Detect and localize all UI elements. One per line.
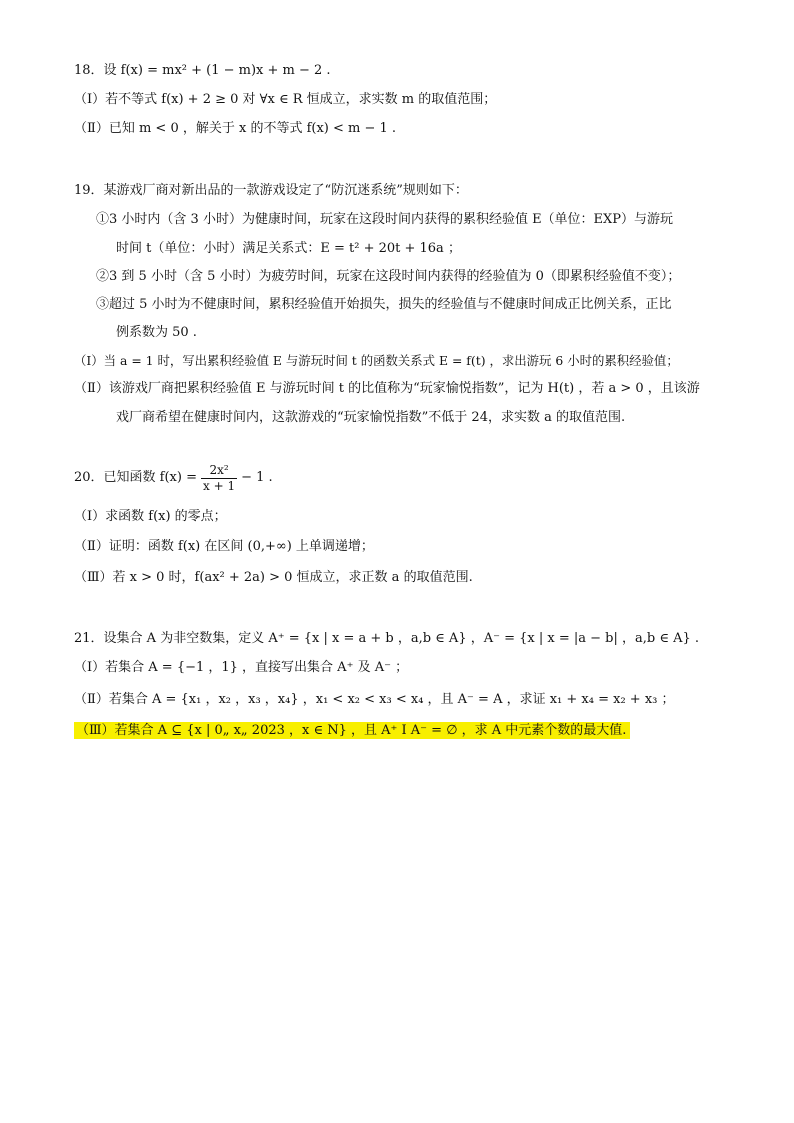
q20-part2: （Ⅱ）证明：函数 f(x) 在区间 (0,+∞) 上单调递增； <box>74 539 374 554</box>
q18-part2: （Ⅱ）已知 m < 0 ，解关于 x 的不等式 f(x) < m − 1 . <box>74 121 397 136</box>
q20-fraction-numerator: 2x² <box>209 462 229 477</box>
q18-stem: 18．设 f(x) = mx² + (1 − m)x + m − 2 . <box>74 63 331 78</box>
q20-stem-suffix: − 1 . <box>241 470 273 485</box>
q19-part1: （Ⅰ）当 a = 1 时，写出累积经验值 E 与游玩时间 t 的函数关系式 E = f(t) ，求出游玩 6 小时的累积经验值； <box>74 353 679 368</box>
q19-rule1-line1: ①3 小时内（含 3 小时）为健康时间，玩家在这段时间内获得的累积经验值 E（单位：EXP）与游玩 <box>96 212 674 227</box>
highlight-mark: （Ⅲ）若集合 A ⊆ {x | 0„ x„ 2023 ，x ∈ N} ，且 A⁺ I A⁻ = ∅ ，求 A 中元素个数的最大值. <box>74 722 630 739</box>
q20-part3: （Ⅲ）若 x > 0 时，f(ax² + 2a) > 0 恒成立，求正数 a 的取值范围. <box>74 570 473 585</box>
q21-part1: （Ⅰ）若集合 A = {−1 ，1} ，直接写出集合 A⁺ 及 A⁻ ； <box>74 660 409 675</box>
q21-part3-highlighted <box>74 721 630 741</box>
q20-stem <box>74 460 273 496</box>
q19-rule2: ②3 到 5 小时（含 5 小时）为疲劳时间，玩家在这段时间内获得的经验值为 0（即累积经验值不变）； <box>96 269 681 284</box>
q21-stem: 21．设集合 A 为非空数集，定义 A⁺ = {x | x = a + b ，a,b ∈ A} ，A⁻ = {x | x = |a − b| ，a,b ∈ A} . <box>74 631 699 646</box>
q20-fraction <box>201 463 237 494</box>
q19-rule3-line2: 例系数为 50 . <box>116 325 197 340</box>
q21-part2: （Ⅱ）若集合 A = {x₁ ，x₂ ，x₃ ，x₄} ，x₁ < x₂ < x₃ < x₄ ，且 A⁻ = A ，求证 x₁ + x₄ = x₂ + x₃ ； <box>74 692 675 707</box>
q19-rule3-line1: ③超过 5 小时为不健康时间，累积经验值开始损失，损失的经验值与不健康时间成正比例关系，正比 <box>96 297 672 312</box>
q20-stem-prefix: 20．已知函数 f(x) = <box>74 470 197 485</box>
q19-part2-line1: （Ⅱ）该游戏厂商把累积经验值 E 与游玩时间 t 的比值称为“玩家愉悦指数”，记为 H(t) ，若 a > 0 ，且该游 <box>74 381 700 396</box>
q20-part1: （Ⅰ）求函数 f(x) 的零点； <box>74 509 227 524</box>
q19-part2-line2: 戏厂商希望在健康时间内，这款游戏的“玩家愉悦指数”不低于 24，求实数 a 的取值范围. <box>116 410 626 425</box>
q19-rule1-line2: 时间 t（单位：小时）满足关系式：E = t² + 20t + 16a ； <box>116 241 461 256</box>
q19-stem: 19．某游戏厂商对新出品的一款游戏设定了“防沉迷系统”规则如下： <box>74 183 468 198</box>
q18-part1: （Ⅰ）若不等式 f(x) + 2 ≥ 0 对 ∀x ∈ R 恒成立，求实数 m 的取值范围； <box>74 92 497 107</box>
q20-fraction-denominator: x + 1 <box>203 478 236 493</box>
